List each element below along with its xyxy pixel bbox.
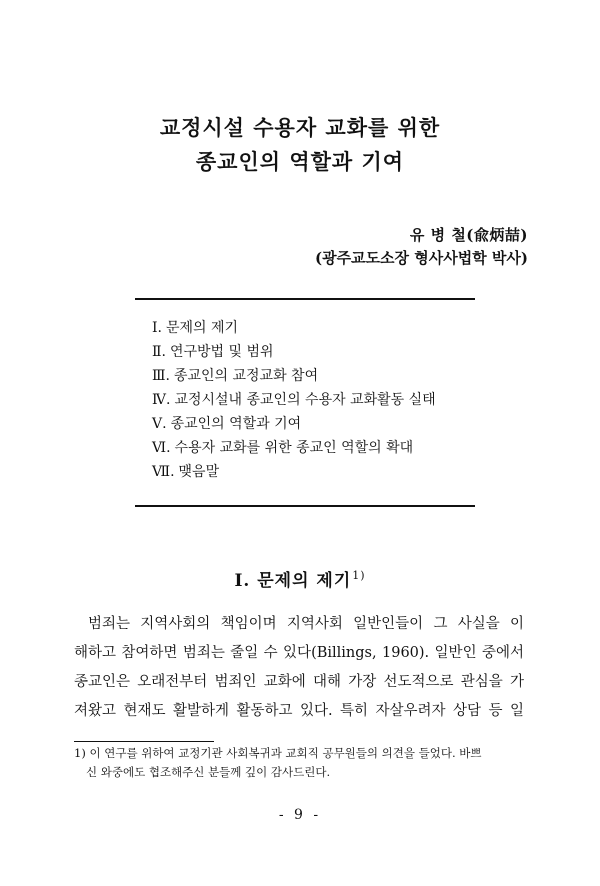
toc-item — [152, 436, 436, 460]
toc-item — [152, 412, 436, 436]
toc-item-number: Ⅲ. — [152, 368, 170, 384]
toc-item-label: 종교인의 역할과 기여 — [170, 416, 302, 432]
toc-item-number: Ⅱ. — [152, 344, 166, 360]
toc-item — [152, 340, 436, 364]
author-affiliation: (광주교도소장 형사사법학 박사) — [314, 249, 528, 267]
body-line: 종교인은 오래전부터 범죄인 교화에 대해 가장 선도적으로 관심을 가 — [74, 674, 524, 690]
footnote-separator — [74, 741, 214, 742]
author-name: 유 병 철(兪炳喆) — [409, 226, 528, 244]
footnote — [74, 744, 534, 782]
toc-item-label: 교정시설내 종교인의 수용자 교화활동 실태 — [174, 392, 436, 408]
toc-item — [152, 460, 436, 484]
body-line: 범죄는 지역사회의 책임이며 지역사회 일반인들이 그 사실을 이 — [88, 616, 524, 632]
body-paragraph — [74, 610, 524, 726]
toc-bottom-rule — [135, 505, 475, 507]
toc-item-number: Ⅴ. — [152, 416, 167, 432]
toc-item — [152, 364, 436, 388]
toc-item — [152, 388, 436, 412]
toc-item-label: 맺음말 — [178, 464, 220, 480]
title-line-1: 교정시설 수용자 교화를 위한 — [159, 115, 441, 140]
footnote-line: 1) 이 연구를 위하여 교정기관 사회복귀과 교회직 공무원들의 의견을 들었다. 바쁘 — [74, 746, 482, 760]
body-line: 해하고 참여하면 범죄는 줄일 수 있다(Billings, 1960). 일반인 중에서 — [74, 645, 524, 661]
toc-item-label: 문제의 제기 — [165, 320, 239, 336]
page-number: - 9 - — [278, 807, 322, 823]
toc-item-number: Ⅶ. — [152, 464, 175, 480]
body-line: 져왔고 현재도 활발하게 활동하고 있다. 특히 자살우려자 상담 등 일 — [74, 703, 524, 719]
toc-item-label: 수용자 교화를 위한 종교인 역할의 확대 — [174, 440, 414, 456]
section-heading-text: Ⅰ. 문제의 제기 — [234, 571, 352, 591]
section-heading — [0, 566, 600, 591]
footnote-line: 신 와중에도 협조해주신 분들께 깊이 감사드린다. — [86, 765, 331, 779]
toc-item-number: Ⅳ. — [152, 392, 171, 408]
footnote-reference: 1) — [352, 569, 366, 583]
toc-top-rule — [135, 298, 475, 300]
toc-item-number: Ⅰ. — [152, 320, 162, 336]
toc-item-number: Ⅵ. — [152, 440, 171, 456]
toc-item — [152, 316, 436, 340]
title-line-2: 종교인의 역할과 기여 — [195, 149, 405, 174]
table-of-contents — [152, 316, 436, 484]
toc-item-label: 연구방법 및 범위 — [169, 344, 274, 360]
toc-item-label: 종교인의 교정교화 참여 — [173, 368, 319, 384]
